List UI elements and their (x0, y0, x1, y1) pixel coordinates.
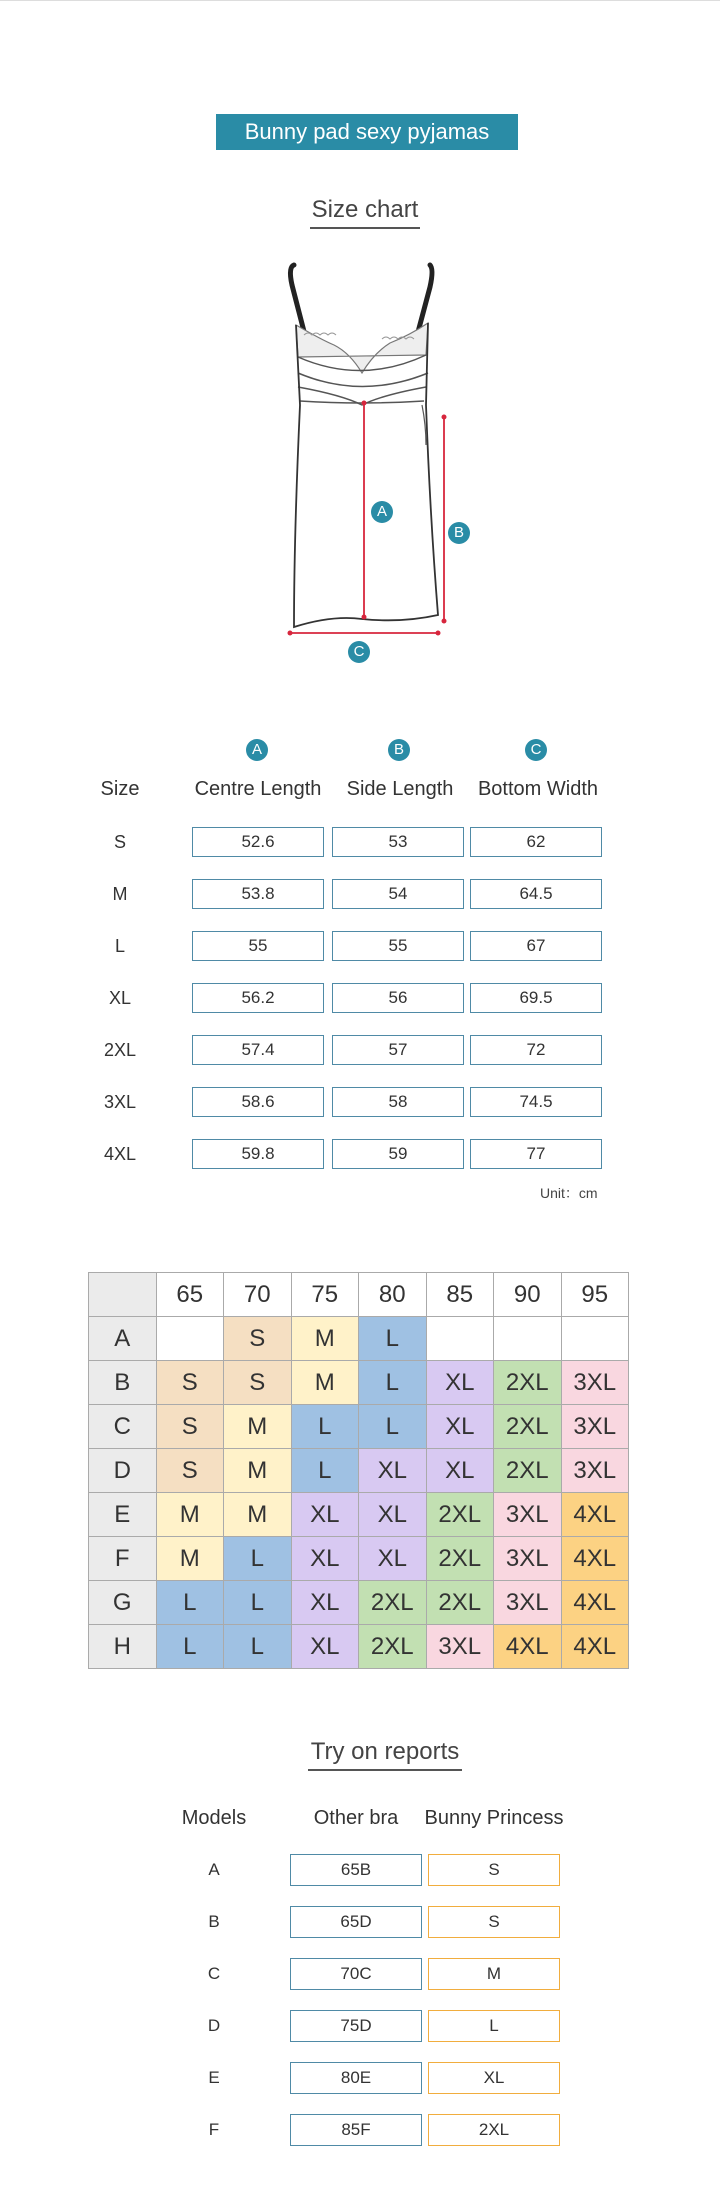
size-cell: 2XL (494, 1449, 562, 1493)
size-cell: 2XL (359, 1581, 427, 1625)
model-label: C (207, 1964, 221, 1983)
dress-outline-illustration (262, 255, 482, 675)
side-length-value: 55 (332, 931, 464, 961)
centre-length-value: 52.6 (192, 827, 324, 857)
chart-corner-cell (89, 1273, 157, 1317)
band-header-cell: 85 (426, 1273, 494, 1317)
size-cell: 4XL (561, 1625, 629, 1669)
size-cell: L (359, 1361, 427, 1405)
size-cell: 3XL (561, 1449, 629, 1493)
size-cell: 2XL (426, 1581, 494, 1625)
bottom-width-header: Bottom Width (477, 778, 599, 800)
size-label: 4XL (103, 1144, 137, 1164)
size-cell: S (156, 1361, 224, 1405)
size-cell: M (156, 1537, 224, 1581)
size-cell: 2XL (426, 1537, 494, 1581)
size-cell: XL (291, 1581, 359, 1625)
size-label: S (113, 832, 126, 852)
size-cell: 2XL (426, 1493, 494, 1537)
cup-label-cell: H (89, 1625, 157, 1669)
size-cell: 2XL (359, 1625, 427, 1669)
size-cell: 2XL (494, 1405, 562, 1449)
side-length-value: 58 (332, 1087, 464, 1117)
size-cell: 4XL (494, 1625, 562, 1669)
top-divider (0, 0, 720, 1)
marker-b-header: B (388, 739, 410, 761)
size-cell: L (291, 1405, 359, 1449)
size-cell: 4XL (561, 1581, 629, 1625)
bottom-width-value: 64.5 (470, 879, 602, 909)
size-cell (156, 1317, 224, 1361)
size-cell: S (156, 1449, 224, 1493)
size-cell: L (359, 1405, 427, 1449)
band-header-cell: 65 (156, 1273, 224, 1317)
size-cell: L (224, 1581, 292, 1625)
cup-row (89, 1537, 629, 1581)
side-length-value: 54 (332, 879, 464, 909)
size-cell: S (224, 1317, 292, 1361)
other-bra-value: 80E (290, 2062, 422, 2094)
size-cell: L (156, 1625, 224, 1669)
size-cell: S (156, 1405, 224, 1449)
other-bra-value: 70C (290, 1958, 422, 1990)
size-chart-title: Size chart (310, 196, 420, 229)
cup-row (89, 1449, 629, 1493)
marker-b-diagram: B (448, 522, 470, 544)
size-cell: 4XL (561, 1537, 629, 1581)
cup-row (89, 1405, 629, 1449)
cup-label-cell: B (89, 1361, 157, 1405)
size-cell: L (359, 1317, 427, 1361)
bra-size-chart (88, 1272, 629, 1669)
size-cell: L (156, 1581, 224, 1625)
size-cell (494, 1317, 562, 1361)
size-cell: 3XL (494, 1493, 562, 1537)
band-header-cell: 70 (224, 1273, 292, 1317)
size-cell: 3XL (561, 1361, 629, 1405)
marker-a-diagram: A (371, 501, 393, 523)
size-cell: M (291, 1317, 359, 1361)
cup-row (89, 1317, 629, 1361)
side-length-value: 57 (332, 1035, 464, 1065)
side-length-value: 53 (332, 827, 464, 857)
other-bra-header: Other bra (313, 1807, 399, 1829)
band-header-cell: 90 (494, 1273, 562, 1317)
bunny-princess-header: Bunny Princess (424, 1807, 564, 1829)
side-length-value: 59 (332, 1139, 464, 1169)
bunny-size-value: XL (428, 2062, 560, 2094)
bottom-width-value: 62 (470, 827, 602, 857)
size-label: 2XL (103, 1040, 137, 1060)
size-cell: XL (291, 1493, 359, 1537)
other-bra-value: 65B (290, 1854, 422, 1886)
cup-row (89, 1361, 629, 1405)
size-column-header: Size (100, 778, 140, 800)
cup-label-cell: G (89, 1581, 157, 1625)
bottom-width-value: 77 (470, 1139, 602, 1169)
other-bra-value: 75D (290, 2010, 422, 2042)
marker-c-header: C (525, 739, 547, 761)
model-label: D (207, 2016, 221, 2035)
size-cell: 3XL (494, 1581, 562, 1625)
size-cell: XL (359, 1449, 427, 1493)
cup-label-cell: C (89, 1405, 157, 1449)
side-length-header: Side Length (346, 778, 454, 800)
size-label: 3XL (103, 1092, 137, 1112)
marker-a-header: A (246, 739, 268, 761)
model-label: A (208, 1860, 220, 1879)
band-header-cell: 95 (561, 1273, 629, 1317)
band-header-row (89, 1273, 629, 1317)
bottom-width-value: 69.5 (470, 983, 602, 1013)
centre-length-value: 56.2 (192, 983, 324, 1013)
size-cell: XL (291, 1625, 359, 1669)
size-cell: 4XL (561, 1493, 629, 1537)
size-cell: L (291, 1449, 359, 1493)
model-label: F (208, 2120, 220, 2139)
cup-row (89, 1493, 629, 1537)
size-cell: XL (359, 1493, 427, 1537)
size-cell: 2XL (494, 1361, 562, 1405)
band-header-cell: 75 (291, 1273, 359, 1317)
marker-c-diagram: C (348, 641, 370, 663)
size-cell: L (224, 1625, 292, 1669)
size-cell: M (224, 1493, 292, 1537)
centre-length-value: 58.6 (192, 1087, 324, 1117)
size-cell: M (224, 1449, 292, 1493)
size-cell (561, 1317, 629, 1361)
centre-length-value: 57.4 (192, 1035, 324, 1065)
model-label: E (208, 2068, 220, 2087)
size-cell: L (224, 1537, 292, 1581)
bunny-size-value: M (428, 1958, 560, 1990)
size-label: L (114, 936, 125, 956)
size-cell: XL (291, 1537, 359, 1581)
product-title-banner: Bunny pad sexy pyjamas (216, 114, 518, 150)
size-cell: 3XL (561, 1405, 629, 1449)
bunny-size-value: S (428, 1854, 560, 1886)
size-cell: XL (426, 1449, 494, 1493)
cup-row (89, 1581, 629, 1625)
centre-length-header: Centre Length (194, 778, 322, 800)
size-label: M (112, 884, 128, 904)
size-cell: XL (359, 1537, 427, 1581)
try-on-reports-title: Try on reports (308, 1738, 462, 1771)
cup-label-cell: E (89, 1493, 157, 1537)
size-cell: S (224, 1361, 292, 1405)
size-cell: 3XL (494, 1537, 562, 1581)
side-length-value: 56 (332, 983, 464, 1013)
band-header-cell: 80 (359, 1273, 427, 1317)
dress-diagram (262, 255, 482, 675)
centre-length-value: 59.8 (192, 1139, 324, 1169)
bunny-size-value: L (428, 2010, 560, 2042)
size-cell: M (224, 1405, 292, 1449)
bottom-width-value: 74.5 (470, 1087, 602, 1117)
size-cell: XL (426, 1361, 494, 1405)
unit-note: Unit：cm (540, 1185, 598, 1201)
centre-length-value: 53.8 (192, 879, 324, 909)
cup-label-cell: F (89, 1537, 157, 1581)
bunny-size-value: S (428, 1906, 560, 1938)
other-bra-value: 85F (290, 2114, 422, 2146)
size-cell: M (156, 1493, 224, 1537)
bottom-width-value: 72 (470, 1035, 602, 1065)
size-cell: XL (426, 1405, 494, 1449)
bunny-size-value: 2XL (428, 2114, 560, 2146)
models-header: Models (181, 1807, 247, 1829)
bottom-width-value: 67 (470, 931, 602, 961)
size-label: XL (108, 988, 132, 1008)
model-label: B (208, 1912, 220, 1931)
other-bra-value: 65D (290, 1906, 422, 1938)
size-cell: 3XL (426, 1625, 494, 1669)
size-cell: M (291, 1361, 359, 1405)
size-cell (426, 1317, 494, 1361)
centre-length-value: 55 (192, 931, 324, 961)
cup-row (89, 1625, 629, 1669)
cup-label-cell: A (89, 1317, 157, 1361)
cup-label-cell: D (89, 1449, 157, 1493)
